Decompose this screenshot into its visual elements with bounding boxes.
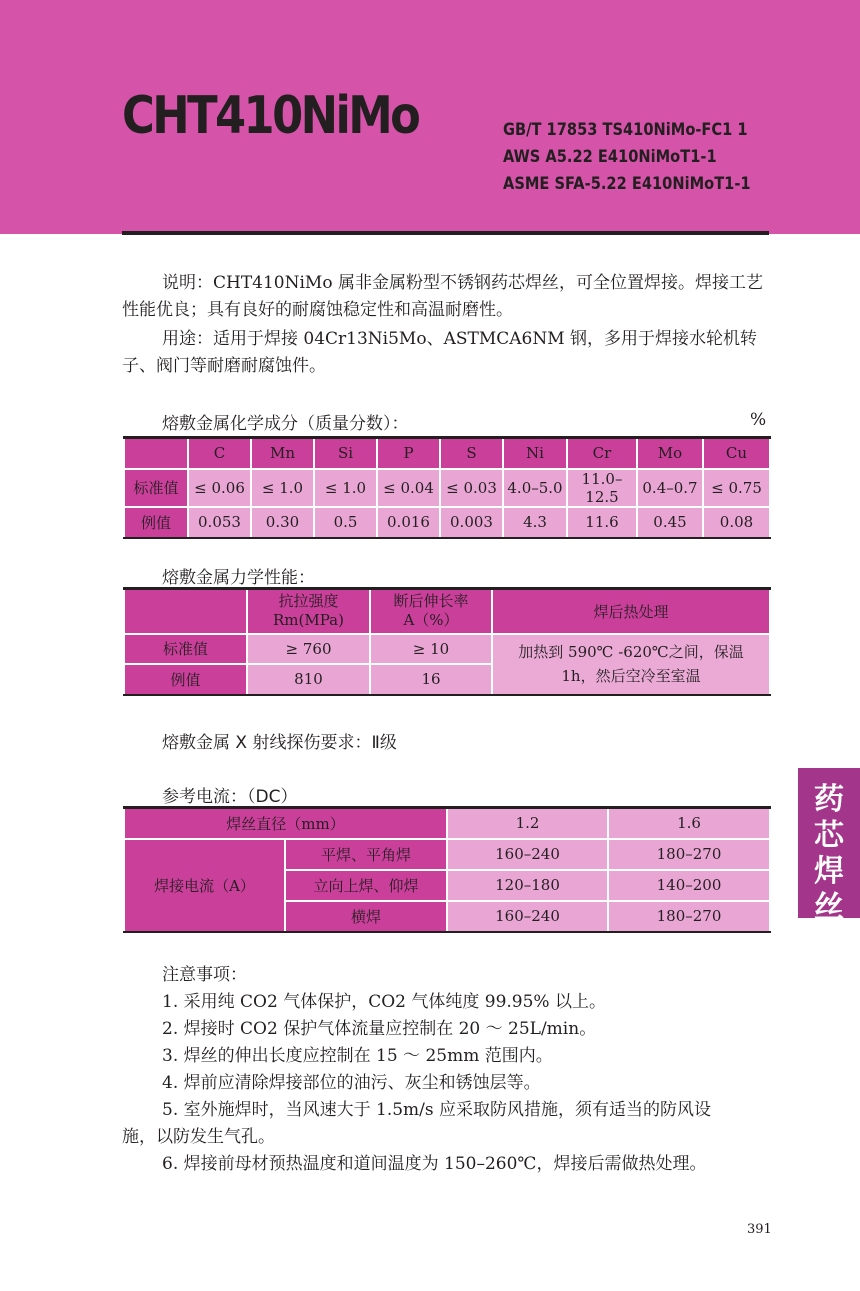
- description-paragraph: [122, 270, 772, 324]
- table-row: [124, 469, 770, 507]
- header-rule: [122, 231, 769, 235]
- chemistry-unit: %: [750, 410, 767, 430]
- heat-treatment-line: 1h，然后空冷至室温: [561, 667, 701, 685]
- table-cell: ≤ 0.04: [377, 469, 440, 507]
- side-category-tab: [798, 768, 860, 925]
- chemistry-header-cell: Ni: [503, 438, 567, 469]
- chemistry-header-cell: Mo: [637, 438, 703, 469]
- table-cell: 4.0–5.0: [503, 469, 567, 507]
- chemistry-header-cell: P: [377, 438, 440, 469]
- note-item: 2. 焊接时 CO2 保护气体流量应控制在 20 ～ 25L/min。: [162, 1019, 597, 1039]
- table-cell: 160–240: [447, 839, 608, 870]
- standards-list: [503, 117, 751, 198]
- position-label: 横焊: [285, 901, 447, 932]
- chemistry-header-cell: Cr: [567, 438, 637, 469]
- table-cell: ≤ 0.03: [440, 469, 503, 507]
- table-cell: 160–240: [447, 901, 608, 932]
- table-cell: 0.08: [703, 507, 770, 538]
- description-label: 说明：: [162, 273, 213, 293]
- standard-asme: ASME SFA-5.22 E410NiMoT1-1: [503, 174, 751, 194]
- position-label: 平焊、平角焊: [285, 839, 447, 870]
- heat-treatment-header: 焊后热处理: [492, 589, 770, 634]
- diameter-value: 1.2: [447, 808, 608, 839]
- table-row: [124, 507, 770, 538]
- table-cell: ≥ 10: [370, 634, 492, 664]
- tensile-strength-header: [247, 589, 370, 634]
- tensile-strength-unit: Rm(MPa): [273, 611, 344, 630]
- elongation-label: 断后伸长率: [393, 592, 469, 611]
- table-cell: 11.0–12.5: [567, 469, 637, 507]
- table-cell: ≤ 0.06: [188, 469, 251, 507]
- side-tab-char: 焊: [814, 854, 844, 889]
- row-label: 标准值: [124, 634, 247, 664]
- table-cell: 180–270: [608, 839, 770, 870]
- chemistry-header-cell: S: [440, 438, 503, 469]
- mechanical-table: [123, 587, 771, 696]
- notes-title: 注意事项：: [162, 965, 247, 985]
- usage-paragraph: [122, 326, 772, 380]
- chemistry-header-cell: Cu: [703, 438, 770, 469]
- table-cell: 4.3: [503, 507, 567, 538]
- page-number: 391: [747, 1222, 772, 1237]
- table-row: [124, 808, 770, 839]
- table-cell: 0.45: [637, 507, 703, 538]
- table-row: [124, 634, 770, 664]
- chemistry-header-row: [124, 438, 770, 469]
- side-tab-char: 药: [814, 782, 844, 817]
- chemistry-header-cell: [124, 438, 188, 469]
- note-item: 5. 室外施焊时，当风速大于 1.5m/s 应采取防风措施，须有适当的防风设: [162, 1100, 712, 1120]
- table-cell: 810: [247, 664, 370, 695]
- table-cell: 11.6: [567, 507, 637, 538]
- heat-treatment-cell: [492, 634, 770, 695]
- chemistry-title: 熔敷金属化学成分（质量分数）：: [162, 414, 409, 434]
- table-cell: ≤ 1.0: [251, 469, 314, 507]
- mechanical-header-row: [124, 589, 770, 634]
- usage-text: 适用于焊接 04Cr13Ni5Mo、ASTMCA6NM 钢，多用于焊接水轮机转子、阀门等耐磨耐腐蚀件。: [122, 329, 758, 376]
- position-label: 立向上焊、仰焊: [285, 870, 447, 901]
- note-item: 1. 采用纯 CO2 气体保护，CO2 气体纯度 99.95% 以上。: [162, 992, 606, 1012]
- note-item-continuation: 施，以防发生气孔。: [122, 1127, 275, 1147]
- mechanical-header-cell: [124, 589, 247, 634]
- elongation-header: [370, 589, 492, 634]
- table-cell: 180–270: [608, 901, 770, 932]
- chemistry-header-cell: C: [188, 438, 251, 469]
- side-tab-char: 芯: [814, 818, 844, 853]
- note-item: 6. 焊接前母材预热温度和道间温度为 150–260℃，焊接后需做热处理。: [162, 1154, 707, 1174]
- side-tab-char: 丝: [814, 890, 844, 925]
- row-label: 例值: [124, 664, 247, 695]
- heat-treatment-line: 加热到 590℃ -620℃之间，保温: [518, 643, 744, 661]
- note-item: 4. 焊前应清除焊接部位的油污、灰尘和锈蚀层等。: [162, 1073, 541, 1093]
- table-row: [124, 839, 770, 870]
- table-cell: 120–180: [447, 870, 608, 901]
- standard-gb: GB/T 17853 TS410NiMo-FC1 1: [503, 120, 748, 140]
- usage-label: 用途：: [162, 329, 213, 349]
- product-title: CHT410NiMo: [122, 86, 419, 146]
- table-cell: 0.5: [314, 507, 377, 538]
- chemistry-table: [123, 436, 771, 539]
- header-banner: [0, 0, 860, 234]
- table-cell: 16: [370, 664, 492, 695]
- current-group-label: 焊接电流（A）: [124, 839, 285, 932]
- row-label: 例值: [124, 507, 188, 538]
- notes-section: [122, 962, 772, 1178]
- mechanical-title: 熔敷金属力学性能：: [162, 568, 315, 588]
- table-cell: 0.30: [251, 507, 314, 538]
- xray-requirement: 熔敷金属 X 射线探伤要求：Ⅱ级: [162, 733, 397, 753]
- elongation-unit: A（%）: [403, 611, 459, 630]
- table-cell: 0.016: [377, 507, 440, 538]
- description-text: CHT410NiMo 属非金属粉型不锈钢药芯焊丝，可全位置焊接。焊接工艺性能优良；具有良好的耐腐蚀稳定性和高温耐磨性。: [122, 273, 763, 320]
- table-cell: 0.053: [188, 507, 251, 538]
- current-table: [123, 806, 771, 933]
- diameter-label: 焊丝直径（mm）: [124, 808, 447, 839]
- note-item: 3. 焊丝的伸出长度应控制在 15 ～ 25mm 范围内。: [162, 1046, 553, 1066]
- table-cell: 0.003: [440, 507, 503, 538]
- row-label: 标准值: [124, 469, 188, 507]
- chemistry-header-cell: Mn: [251, 438, 314, 469]
- chemistry-header-cell: Si: [314, 438, 377, 469]
- standard-aws: AWS A5.22 E410NiMoT1-1: [503, 147, 717, 167]
- table-cell: ≤ 0.75: [703, 469, 770, 507]
- diameter-value: 1.6: [608, 808, 770, 839]
- current-title: 参考电流：（DC）: [162, 787, 298, 807]
- table-cell: ≥ 760: [247, 634, 370, 664]
- table-cell: 140–200: [608, 870, 770, 901]
- table-cell: 0.4–0.7: [637, 469, 703, 507]
- tensile-strength-label: 抗拉强度: [278, 592, 339, 611]
- table-cell: ≤ 1.0: [314, 469, 377, 507]
